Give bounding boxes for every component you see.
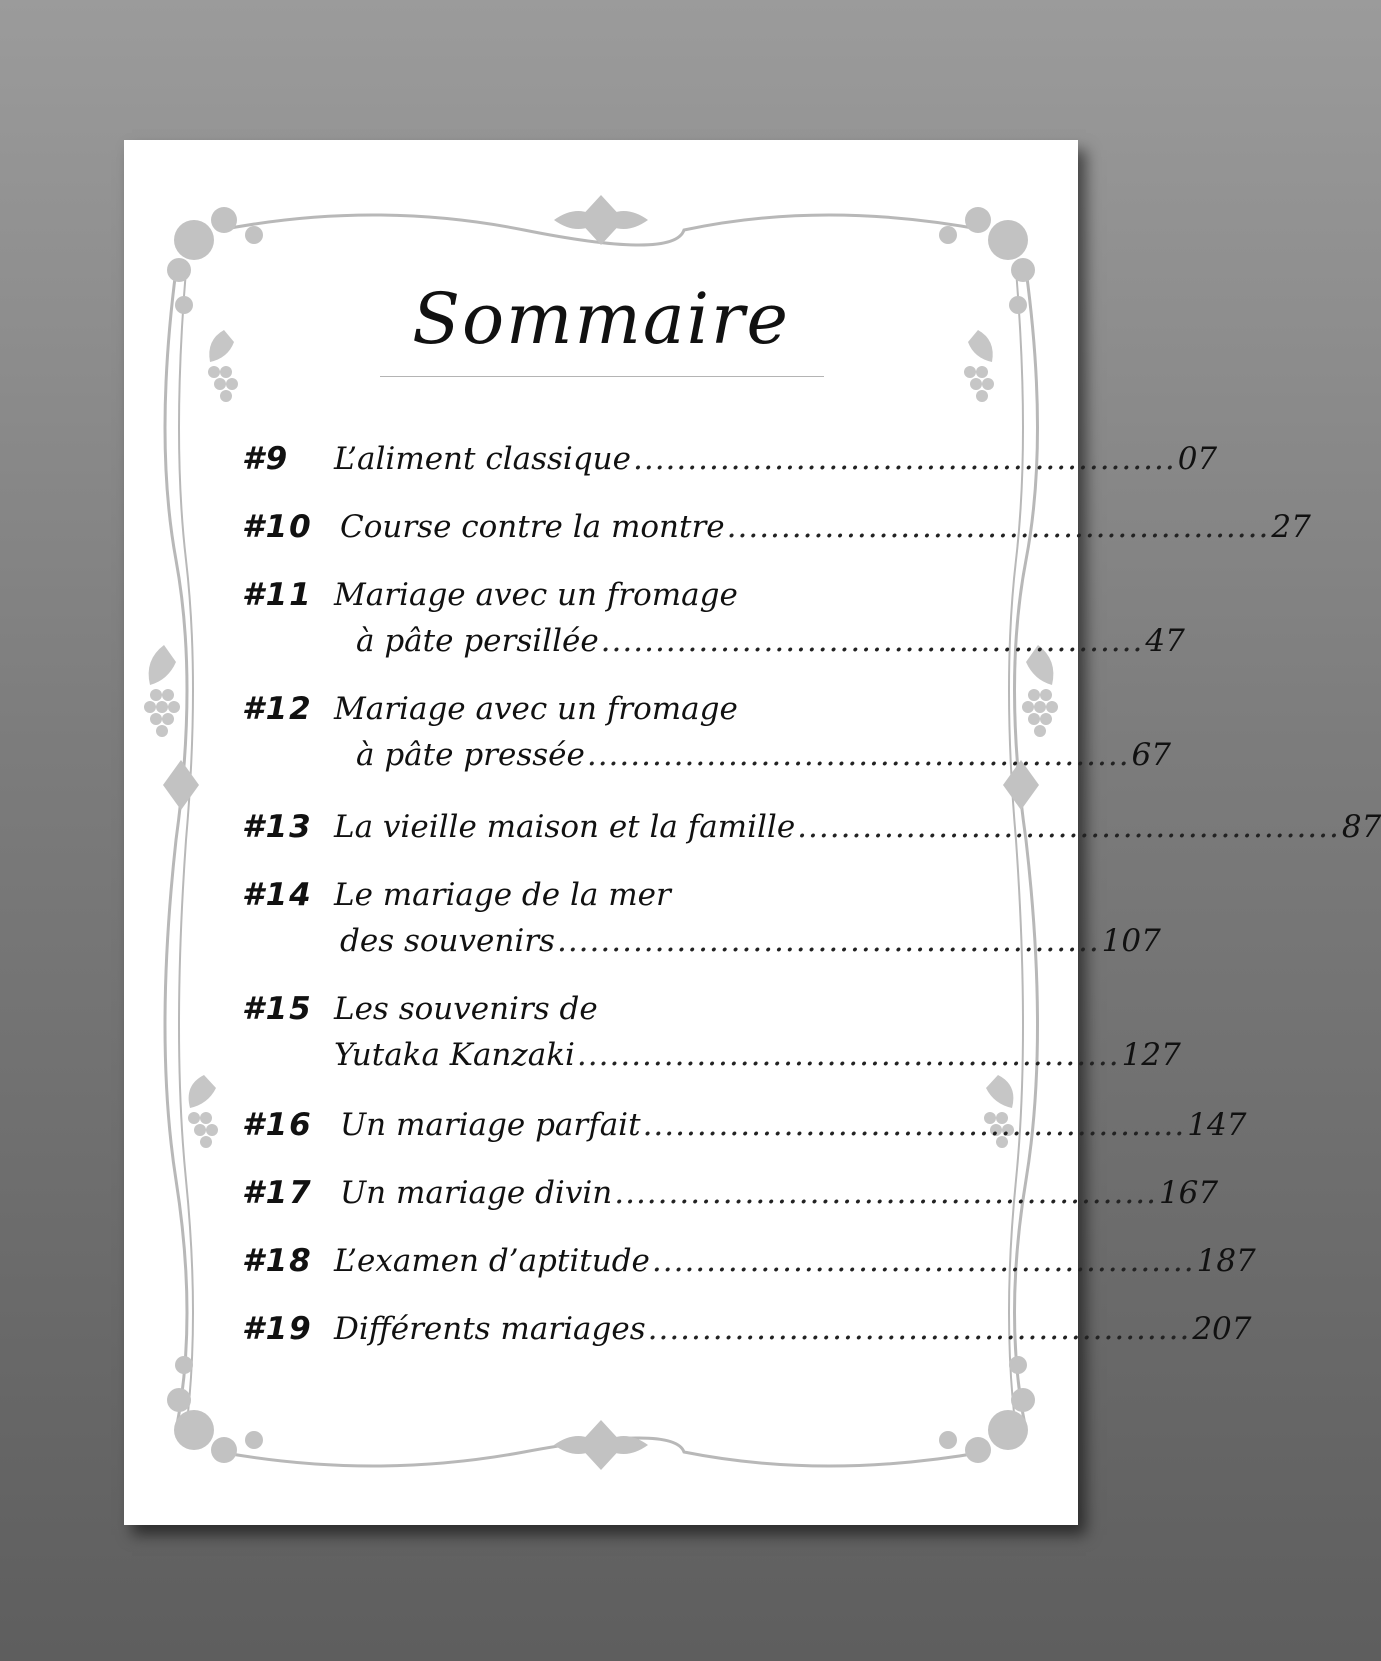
chapter-number: #12 — [242, 691, 313, 727]
chapter-title: Un mariage parfait — [340, 1107, 641, 1143]
chapter-number: #16 — [242, 1107, 313, 1143]
chapter-title-continued: à pâte persillée — [356, 623, 599, 659]
chapter-number: #17 — [242, 1175, 313, 1211]
left-medallion — [163, 760, 199, 810]
page-number: 27 — [1271, 509, 1311, 545]
corner-flourish-bottom-left — [167, 1356, 263, 1463]
chapter-title: L’examen d’aptitude — [334, 1243, 650, 1279]
page-number: 07 — [1177, 441, 1218, 477]
chapter-title-continued: à pâte pressée — [356, 737, 585, 773]
toc-entry: #9 L’aliment classique .................................................. 07 — [242, 434, 958, 502]
page-number: 147 — [1187, 1107, 1247, 1143]
page-number: 107 — [1101, 923, 1161, 959]
bottom-medallion — [554, 1420, 648, 1470]
chapter-title: Course contre la montre — [340, 509, 725, 545]
corner-flourish-bottom-right — [939, 1356, 1035, 1463]
chapter-number: #18 — [242, 1243, 313, 1279]
page-number: 67 — [1131, 737, 1171, 773]
toc-entry: #18 L’examen d’aptitude .................................................. 187 — [242, 1236, 958, 1304]
table-of-contents — [242, 434, 1381, 1372]
chapter-number: #10 — [242, 509, 313, 545]
chapter-number: #11 — [242, 577, 313, 613]
page-number: 187 — [1196, 1243, 1256, 1279]
chapter-title: La vieille maison et la famille — [334, 809, 796, 845]
toc-entry: #19 Différents mariages .................................................. 207 — [242, 1304, 958, 1372]
book-page — [124, 140, 1381, 1525]
page-number: 127 — [1121, 1037, 1181, 1073]
page-number: 87 — [1341, 809, 1381, 845]
toc-entry: #16 Un mariage parfait .................................................. 147 — [242, 1100, 958, 1168]
grape-cluster-left-lower — [188, 1075, 218, 1148]
title-divider — [380, 376, 824, 377]
chapter-title: L’aliment classique — [334, 441, 631, 477]
chapter-number: #14 — [242, 877, 313, 913]
toc-entry: #15 Les souvenirs de Yutaka Kanzaki .................................................. 127 — [242, 984, 958, 1100]
chapter-title-continued: des souvenirs — [340, 923, 555, 959]
toc-entry: #17 Un mariage divin .................................................. 167 — [242, 1168, 958, 1236]
page-title: Sommaire — [412, 278, 790, 360]
chapter-title: Mariage avec un fromage — [334, 577, 738, 613]
toc-entry: #12 Mariage avec un fromage à pâte pressée .................................................. 67 — [242, 684, 958, 802]
chapter-number: #19 — [242, 1311, 313, 1347]
page-number: 207 — [1192, 1311, 1252, 1347]
chapter-title-continued: Yutaka Kanzaki — [334, 1037, 575, 1073]
toc-entry: #11 Mariage avec un fromage à pâte persillée .................................................. 47 — [242, 570, 958, 684]
chapter-title: Différents mariages — [334, 1311, 646, 1347]
chapter-number: #13 — [242, 809, 313, 845]
toc-entry: #10 Course contre la montre .................................................. 27 — [242, 502, 958, 570]
chapter-title: Un mariage divin — [340, 1175, 613, 1211]
chapter-number: #9 — [242, 441, 290, 477]
page-number: 167 — [1158, 1175, 1219, 1211]
chapter-title: Le mariage de la mer — [334, 877, 671, 913]
chapter-title: Les souvenirs de — [334, 991, 598, 1027]
toc-entry: #13 La vieille maison et la famille .................................................. 87 — [242, 802, 958, 870]
chapter-title: Mariage avec un fromage — [334, 691, 738, 727]
toc-entry: #14 Le mariage de la mer des souvenirs .................................................. 107 — [242, 870, 958, 984]
grape-cluster-left-upper — [144, 645, 180, 737]
page-number: 47 — [1145, 623, 1185, 659]
chapter-number: #15 — [242, 991, 313, 1027]
